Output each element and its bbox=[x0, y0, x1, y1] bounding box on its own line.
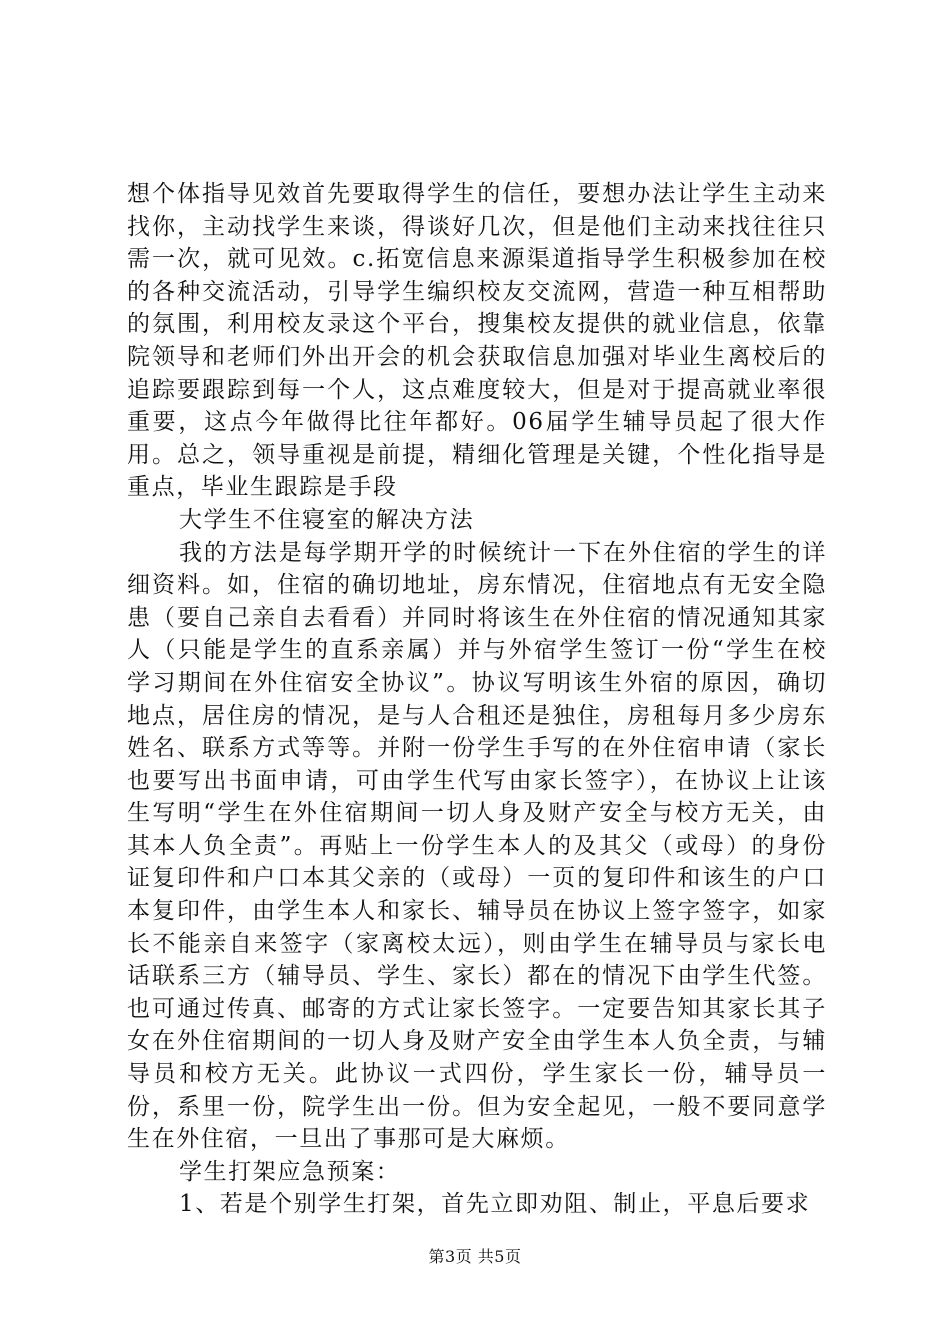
paragraph-fight-step-1: 1、若是个别学生打架，首先立即劝阻、制止，平息后要求 bbox=[179, 1191, 811, 1218]
heading-fight-emergency-plan: 学生打架应急预案： bbox=[179, 1158, 401, 1185]
paragraph-dorm-solution: 我的方法是每学期开学的时候统计一下在外住宿的学生的详细资料。如，住宿的确切地址，房东情况，住宿地点有无安全隐患（要自己亲自去看看）并同时将该生在外住宿的情况通知其家人（只能是学生的直系亲属）并与外宿学生签订一份“学生在校学习期间在外住宿安全协议”。协议写明该生外宿的原因，确切地点，居住房的情况，是与人合租还是独住，房租每月多少房东姓名、联系方式等等。并附一份学生手写的在外住宿申请（家长也要写出书面申请，可由学生代写由家长签字），在协议上让该生写明“学生在外住宿期间一切人身及财产安全与校方无关，由其本人负全责”。再贴上一份学生本人的及其父（或母）的身份证复印件和户口本其父亲的（或母）一页的复印件和该生的户口本复印件，由学生本人和家长、辅导员在协议上签字签字，如家长不能亲自来签字（家离校太远），则由学生在辅导员与家长电话联系三方（辅导员、学生、家长）都在的情况下由学生代签。也可通过传真、邮寄的方式让家长签字。一定要告知其家长其子女在外住宿期间的一切人身及财产安全由学生本人负全责，与辅导员和校方无关。此协议一式四份，学生家长一份，辅导员一份，系里一份，院学生出一份。但为安全起见，一般不要同意学生在外住宿，一旦出了事那可是大麻烦。 bbox=[127, 539, 827, 1153]
paragraph-employment-guidance: 想个体指导见效首先要取得学生的信任，要想办法让学生主动来找你，主动找学生来谈，得谈好几次，但是他们主动来找往往只需一次，就可见效。c.拓宽信息来源渠道指导学生积极参加在校的各种交流活动，引导学生编织校友交流网，营造一种互相帮助的氛围，利用校友录这个平台，搜集校友提供的就业信息，依靠院领导和老师们外出开会的机会获取信息加强对毕业生离校后的追踪要跟踪到每一个人，这点难度较大，但是对于提高就业率很重要，这点今年做得比往年都好。06届学生辅导员起了很大作用。总之，领导重视是前提，精细化管理是关键，个性化指导是重点，毕业生跟踪是手段 bbox=[127, 181, 827, 501]
document-body bbox=[127, 178, 827, 1221]
page-footer bbox=[0, 1244, 950, 1267]
heading-dorm-solution: 大学生不住寝室的解决方法 bbox=[179, 506, 475, 533]
page-number-label: 第3页 共5页 bbox=[428, 1247, 522, 1266]
